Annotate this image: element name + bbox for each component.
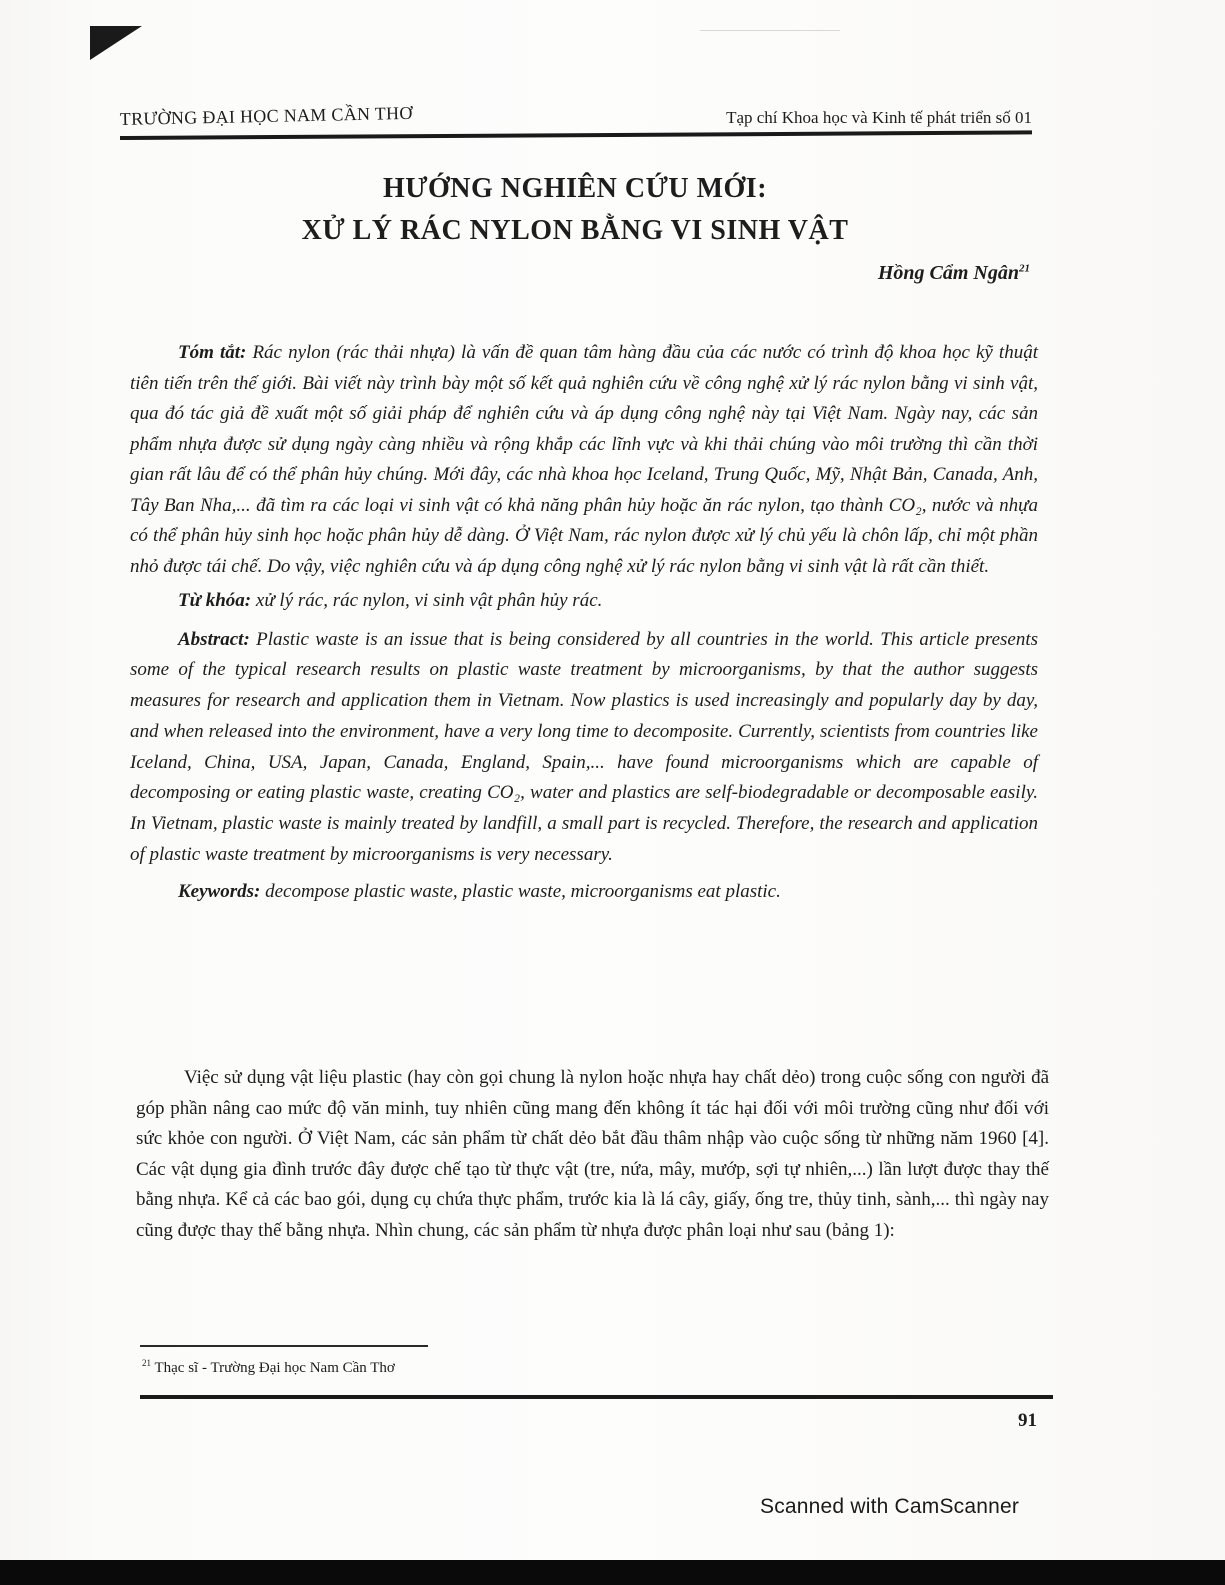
keywords-en (130, 877, 1038, 908)
scan-artifact-line (700, 30, 840, 31)
title-line-2: XỬ LÝ RÁC NYLON BẰNG VI SINH VẬT (301, 215, 849, 246)
abstract-vi-text: Rác nylon (rác thải nhựa) là vấn đề quan tâm hàng đầu của các nước có trình độ khoa học kỹ thuật tiên tiến trên thế giới. Bài viết này trình bày một số kết quả nghiên cứu về công nghệ xử lý rác nylon bằng vi sinh vật, qua đó tác giả đề xuất một số giải pháp để nghiên cứu và áp dụng công nghệ này tại Việt Nam. Ngày nay, các sản phẩm nhựa được sử dụng ngày càng nhiều và rộng khắp các lĩnh vực và khi thải chúng vào môi trường thì cần thời gian rất lâu để có thể phân hủy chúng. Mới đây, các nhà khoa học Iceland, Trung Quốc, Mỹ, Nhật Bản, Canada, Anh, Tây Ban Nha,... đã tìm ra các loại vi sinh vật có khả năng phân hủy hoặc ăn rác nylon, tạo thành CO₂, nước và nhựa có thể phân hủy sinh học hoặc phân hủy dễ dàng. Ở Việt Nam, rác nylon được xử lý chủ yếu là chôn lấp, chỉ một phần nhỏ được tái chế. Do vậy, việc nghiên cứu và áp dụng công nghệ xử lý rác nylon bằng vi sinh vật là rất cần thiết. (130, 342, 1038, 577)
keywords-vi-label: Từ khóa: (178, 590, 252, 611)
scan-bottom-edge (0, 1560, 1225, 1585)
header-journal: Tạp chí Khoa học và Kinh tế phát triển số 01 (726, 108, 1032, 127)
footnote-ref: 21 (142, 1358, 151, 1368)
abstract-vi (130, 338, 1038, 582)
body-paragraph-1: Việc sử dụng vật liệu plastic (hay còn gọi chung là nylon hoặc nhựa hay chất dẻo) trong cuộc sống con người đã góp phần nâng cao mức độ văn minh, tuy nhiên cũng mang đến không ít tác hại đối với môi trường cũng như đối với sức khỏe con người. Ở Việt Nam, các sản phẩm từ chất dẻo bắt đầu thâm nhập vào cuộc sống từ những năm 1960 [4]. Các vật dụng gia đình trước đây được chế tạo từ thực vật (tre, nứa, mây, mướp, sợi tự nhiên,...) lần lượt được thay thế bằng nhựa. Kể cả các bao gói, dụng cụ chứa thực phẩm, trước kia là lá cây, giấy, ống tre, thủy tinh, sành,... thì ngày nay cũng được thay thế bằng nhựa. Nhìn chung, các sản phẩm từ nhựa được phân loại như sau (bảng 1): (136, 1067, 1049, 1241)
header-institution: TRƯỜNG ĐẠI HỌC NAM CẦN THƠ (119, 102, 413, 130)
author-footnote-ref: 21 (1019, 262, 1030, 275)
keywords-en-text: decompose plastic waste, plastic waste, microorganisms eat plastic. (265, 880, 781, 902)
corner-mark (90, 26, 142, 60)
abstract-en-label: Abstract: (178, 628, 250, 650)
scanner-watermark: Scanned with CamScanner (760, 1495, 1020, 1518)
footnote (142, 1358, 395, 1377)
author-name: Hồng Cẩm Ngân (877, 262, 1019, 284)
abstract-vi-label: Tóm tắt: (178, 342, 247, 363)
abstract-en-text: Plastic waste is an issue that is being considered by all countries in the world. This article presents some of the typical research results on plastic waste treatment by microorganisms, by that the author suggests measures for research and application them in Vietnam. Now plastics is used increasingly and popularly day by day, and when released into the environment, have a very long time to decomposite. Currently, scientists from countries like Iceland, China, USA, Japan, Canada, England, Spain,... have found microorganisms which are capable of decomposing or eating plastic waste, creating CO₂, water and plastics are self-biodegradable or decomposable easily. In Vietnam, plastic waste is mainly treated by landfill, a small part is recycled. Therefore, the research and application of plastic waste treatment by microorganisms is very necessary. (130, 628, 1039, 866)
footnote-text: Thạc sĩ - Trường Đại học Nam Cần Thơ (154, 1360, 395, 1376)
author-line (878, 262, 1030, 285)
article-title (160, 168, 990, 252)
keywords-vi (130, 586, 1038, 617)
footer-rule (140, 1395, 1053, 1399)
footnote-rule (140, 1345, 428, 1347)
keywords-en-label: Keywords: (178, 880, 261, 902)
running-header (120, 100, 1032, 140)
body-text (136, 1063, 1049, 1246)
page-number: 91 (1018, 1410, 1037, 1431)
abstract-block (130, 338, 1038, 907)
title-line-1: HƯỚNG NGHIÊN CỨU MỚI: (382, 173, 768, 204)
abstract-en (130, 625, 1038, 871)
keywords-vi-text: xử lý rác, rác nylon, vi sinh vật phân hủy rác. (255, 590, 603, 611)
header-rule (120, 130, 1032, 140)
